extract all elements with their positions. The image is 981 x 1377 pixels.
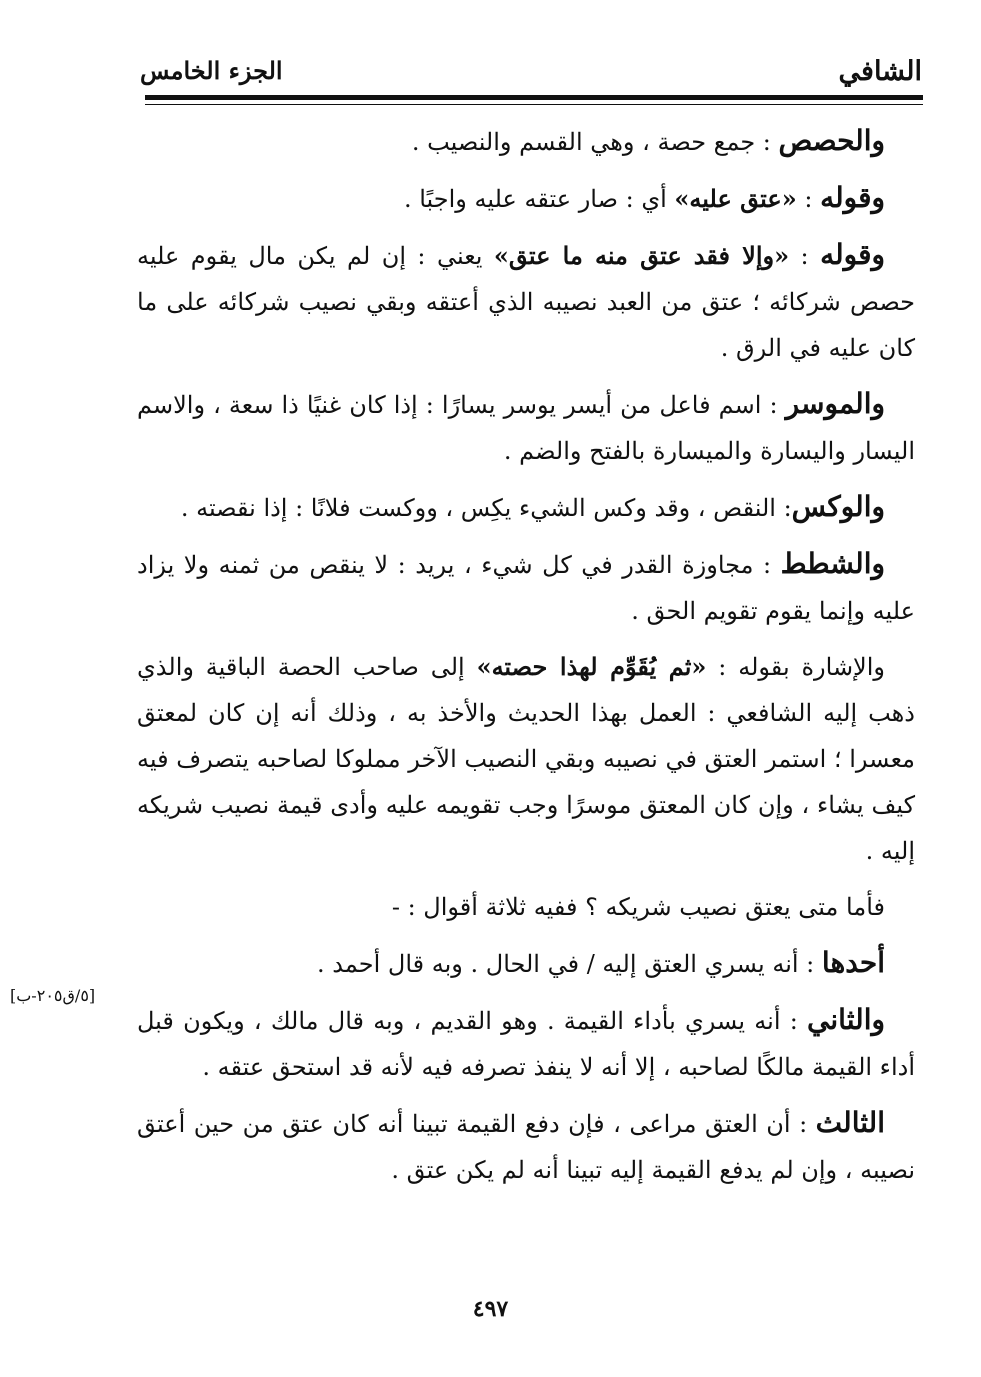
- paragraph-prefix: :: [796, 185, 821, 213]
- hadith-quote: «ثم يُقَوِّم لهذا حصته»: [476, 652, 707, 681]
- running-header: [140, 52, 922, 98]
- paragraph: [137, 541, 915, 634]
- paragraph-text: : النقص ، وقد وكس الشيء يكِس ، ووكست فلانًا : إذا نقصته .: [180, 494, 792, 522]
- defined-term: والوكس: [791, 490, 885, 523]
- header-rule-thin: [145, 104, 923, 105]
- defined-term: الثالث: [815, 1106, 885, 1139]
- paragraph-text: : أنه يسري العتق إليه / في الحال . وبه قال أحمد .: [317, 950, 822, 978]
- defined-term: والحصص: [778, 124, 885, 157]
- paragraph: [137, 175, 915, 222]
- defined-term: وقوله: [820, 181, 885, 214]
- hadith-quote: «وإلا فقد عتق منه ما عتق»: [493, 241, 790, 270]
- manuscript-folio-note: [٥/ق٢٠٥-ب]: [10, 986, 96, 1005]
- paragraph-text: : أن العتق مراعى ، فإن دفع القيمة تبينا أنه كان عتق من حين أعتق نصيبه ، وإن لم يدفع القيمة إليه تبينا أنه لم يكن عتق .: [137, 1110, 915, 1184]
- defined-term: والشطط: [780, 547, 885, 580]
- paragraph: [137, 997, 915, 1090]
- paragraph-text: أي : صار عتقه عليه واجبًا .: [403, 185, 675, 213]
- page-number: ٤٩٧: [472, 1296, 509, 1322]
- paragraph-text: إلى صاحب الحصة الباقية والذي ذهب إليه الشافعي : العمل بهذا الحديث والأخذ به ، وذلك أنه إن كان لمعتق معسرا ؛ استمر العتق في نصيبه وبقي النصيب الآخر مملوكا لصاحبه يتصرف فيه كيف يشاء ، وإن كان المعتق موسرًا وجب تقويمه عليه وأدى قيمة نصيب شريكه إليه .: [137, 653, 915, 865]
- paragraph-text: يعني : إن لم يكن مال يقوم عليه حصص شركائه ؛ عتق من العبد نصيبه الذي أعتقه وبقي نصيب شركائه على ما كان عليه في الرق .: [137, 242, 916, 362]
- paragraph-text: : اسم فاعل من أيسر يوسر يسارًا : إذا كان غنيًا ذا سعة ، والاسم اليسار واليسارة والميسارة بالفتح والضم .: [137, 391, 915, 465]
- paragraph-text: فأما متى يعتق نصيب شريكه ؟ ففيه ثلاثة أقوال : -: [391, 893, 885, 921]
- part-label: الجزء الخامس: [140, 56, 283, 85]
- paragraph: [137, 381, 915, 474]
- paragraph: [137, 940, 915, 987]
- paragraph: [137, 1100, 915, 1193]
- paragraph: [137, 884, 915, 930]
- paragraph: [137, 232, 915, 371]
- defined-term: والثاني: [807, 1003, 885, 1036]
- paragraph: [137, 644, 915, 874]
- defined-term: وقوله: [820, 238, 885, 271]
- text-body: [137, 118, 915, 1203]
- paragraph-prefix: والإشارة بقوله :: [706, 653, 886, 681]
- paragraph-text: : جمع حصة ، وهي القسم والنصيب .: [411, 128, 779, 156]
- paragraph: [137, 484, 915, 531]
- header-rule-thick: [145, 95, 923, 100]
- paragraph-prefix: :: [789, 242, 821, 270]
- paragraph-text: : مجاوزة القدر في كل شيء ، يريد : لا ينقص من ثمنه ولا يزاد عليه وإنما يقوم تقويم الحق .: [137, 551, 915, 625]
- hadith-quote: «عتق عليه»: [674, 184, 797, 213]
- paragraph-text: : أنه يسري بأداء القيمة . وهو القديم ، وبه قال مالك ، ويكون قبل أداء القيمة مالكًا لصاحبه ، إلا أنه لا ينفذ تصرفه فيه لأنه قد استحق عتقه .: [137, 1007, 915, 1081]
- defined-term: أحدها: [821, 946, 885, 979]
- book-title: الشافي: [838, 56, 922, 87]
- paragraph: [137, 118, 915, 165]
- defined-term: والموسر: [785, 387, 885, 420]
